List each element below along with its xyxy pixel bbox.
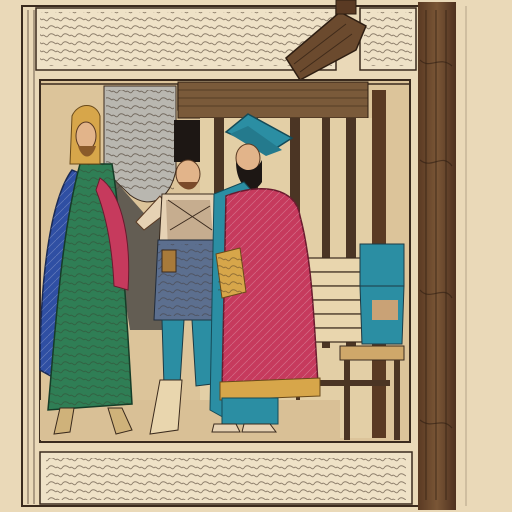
bottom-text-block xyxy=(40,452,412,504)
right-wood-pillar xyxy=(418,2,456,510)
seated-figure-right xyxy=(360,244,404,344)
